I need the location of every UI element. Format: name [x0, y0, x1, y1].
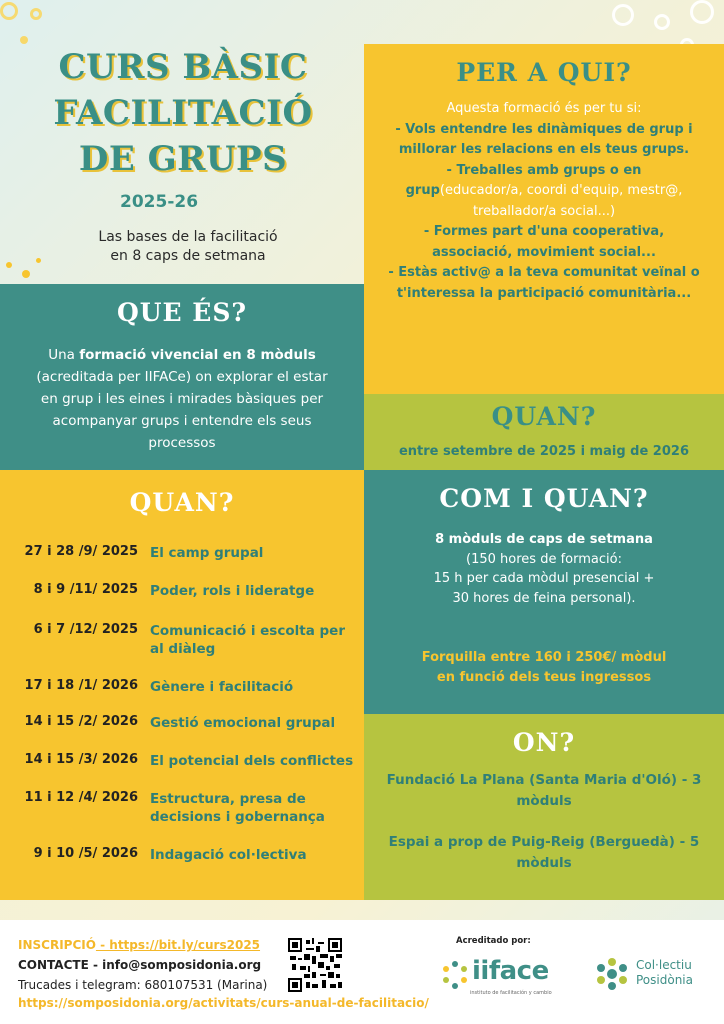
- que-es-section: [0, 284, 364, 470]
- que-es-rest: (acreditada per IIFACe) on explorar el estar en grup i les eines i mirades bàsiques per acompanyar grups i entendre els seus processos: [36, 369, 328, 451]
- per-a-qui-item-1: - Vols entendre les dinàmiques de grup i millorar les relacions en els teus grups.: [395, 121, 693, 157]
- que-es-description: [30, 344, 334, 454]
- on-place-1: Fundació La Plana (Santa Maria d'Oló) - 3 mòduls: [386, 772, 702, 809]
- schedule-section: [0, 470, 364, 900]
- com-i-quan-price: [384, 648, 704, 688]
- per-a-qui-text: [386, 99, 702, 304]
- colectiu-posidonia-logo: [594, 956, 714, 996]
- com-i-quan-line-1: 8 mòduls de caps de setmana: [435, 532, 653, 547]
- quan-right-section: [364, 394, 724, 470]
- subtitle-line-1: Las bases de la facilitació: [98, 229, 278, 245]
- course-title: [18, 44, 348, 182]
- com-i-quan-line-3: 15 h per cada mòdul presencial +: [433, 571, 655, 586]
- on-place-2: Espai a prop de Puig-Reig (Berguedà) - 5 mòduls: [388, 834, 700, 871]
- colectiu-line-2: Posidònia: [636, 973, 693, 987]
- iiface-wordmark: iiface: [472, 956, 549, 986]
- iiface-logo-icon: [440, 960, 470, 990]
- schedule-title: Comunicació i escolta per al diàleg: [150, 623, 345, 657]
- schedule-heading: QUAN?: [129, 488, 235, 517]
- com-i-quan-section: [364, 470, 724, 714]
- title-line-2: FACILITACIÓ: [53, 93, 313, 133]
- schedule-title: Indagació col·lectiva: [150, 847, 307, 863]
- schedule-title: El potencial dels conflictes: [150, 753, 354, 769]
- schedule-date: 6 i 7 /12/ 2025: [33, 622, 138, 637]
- schedule-date: 14 i 15 /2/ 2026: [24, 714, 138, 729]
- per-a-qui-item-2-bold: - Treballes amb grups o en grup: [405, 162, 642, 198]
- per-a-qui-intro: Aquesta formació és per tu si:: [446, 101, 642, 116]
- on-heading: ON?: [512, 728, 576, 757]
- per-a-qui-section: [364, 44, 724, 394]
- footer: [0, 920, 724, 1024]
- qr-code-icon[interactable]: [288, 938, 342, 992]
- per-a-qui-heading: PER A QUI?: [456, 58, 632, 87]
- iiface-logo: [440, 956, 560, 1006]
- quan-right-heading: QUAN?: [491, 402, 597, 431]
- schedule-title: Poder, rols i lideratge: [150, 583, 315, 599]
- title-line-3: DE GRUPS: [78, 139, 288, 179]
- schedule-title: El camp grupal: [150, 545, 264, 561]
- schedule-title: Gènere i facilitació: [150, 679, 294, 695]
- subtitle-line-2: en 8 caps de setmana: [110, 248, 266, 264]
- course-subtitle: [60, 228, 316, 266]
- com-i-quan-details: [384, 530, 704, 608]
- schedule-date: 17 i 18 /1/ 2026: [24, 678, 138, 693]
- com-i-quan-line-2: (150 hores de formació:: [466, 551, 622, 567]
- colectiu-wordmark: [636, 958, 693, 988]
- schedule-date: 11 i 12 /4/ 2026: [24, 790, 138, 805]
- qr-code-graphic: [288, 938, 342, 992]
- inscripcio-link[interactable]: - https://bit.ly/curs2025: [95, 938, 261, 952]
- price-line-1: Forquilla entre 160 i 250€/ mòdul: [421, 650, 667, 665]
- phone-line: Trucades i telegram: 680107531 (Marina): [18, 978, 268, 992]
- colectiu-line-1: Col·lectiu: [636, 958, 692, 972]
- schedule-title: Estructura, presa de decisions i gobernança: [150, 791, 325, 825]
- course-url-link[interactable]: https://somposidonia.org/activitats/curs-anual-de-facilitacio/: [18, 996, 429, 1010]
- com-i-quan-line-4: 30 hores de feina personal).: [452, 590, 636, 606]
- que-es-heading: QUE ÉS?: [116, 298, 248, 327]
- course-year: 2025-26: [120, 192, 199, 212]
- on-section: [364, 714, 724, 900]
- inscripcio-line: [18, 938, 260, 952]
- title-line-1: CURS BÀSIC: [58, 47, 308, 87]
- schedule-title: Gestió emocional grupal: [150, 715, 336, 731]
- inscripcio-label: INSCRIPCIÓ: [18, 938, 96, 952]
- per-a-qui-item-3: - Formes part d'una cooperativa, associació, movimient social...: [423, 224, 665, 260]
- com-i-quan-heading: COM I QUAN?: [439, 484, 649, 513]
- schedule-date: 27 i 28 /9/ 2025: [24, 544, 138, 559]
- accredited-label: Acreditado por:: [456, 936, 531, 946]
- que-es-intro: Una: [48, 347, 80, 363]
- quan-right-text: entre setembre de 2025 i maig de 2026: [398, 444, 689, 459]
- posidonia-logo-icon: [594, 956, 630, 992]
- per-a-qui-item-2-rest: (educador/a, coordi d'equip, mestr@, treballador/a social...): [439, 183, 683, 219]
- contacte-label: CONTACTE: [18, 958, 89, 972]
- per-a-qui-item-2: [386, 161, 702, 223]
- que-es-bold: formació vivencial en 8 mòduls: [79, 347, 316, 363]
- iiface-tagline: instituto de facilitación y cambio: [470, 990, 552, 996]
- per-a-qui-item-4: - Estàs activ@ a la teva comunitat veïnal o t'interessa la participació comunitària...: [388, 265, 700, 301]
- schedule-date: 14 i 15 /3/ 2026: [24, 752, 138, 767]
- price-line-2: en funció dels teus ingressos: [436, 670, 652, 685]
- contacte-line: [18, 958, 261, 972]
- contacte-email[interactable]: - info@somposidonia.org: [88, 958, 262, 972]
- schedule-date: 8 i 9 /11/ 2025: [33, 582, 138, 597]
- schedule-date: 9 i 10 /5/ 2026: [33, 846, 138, 861]
